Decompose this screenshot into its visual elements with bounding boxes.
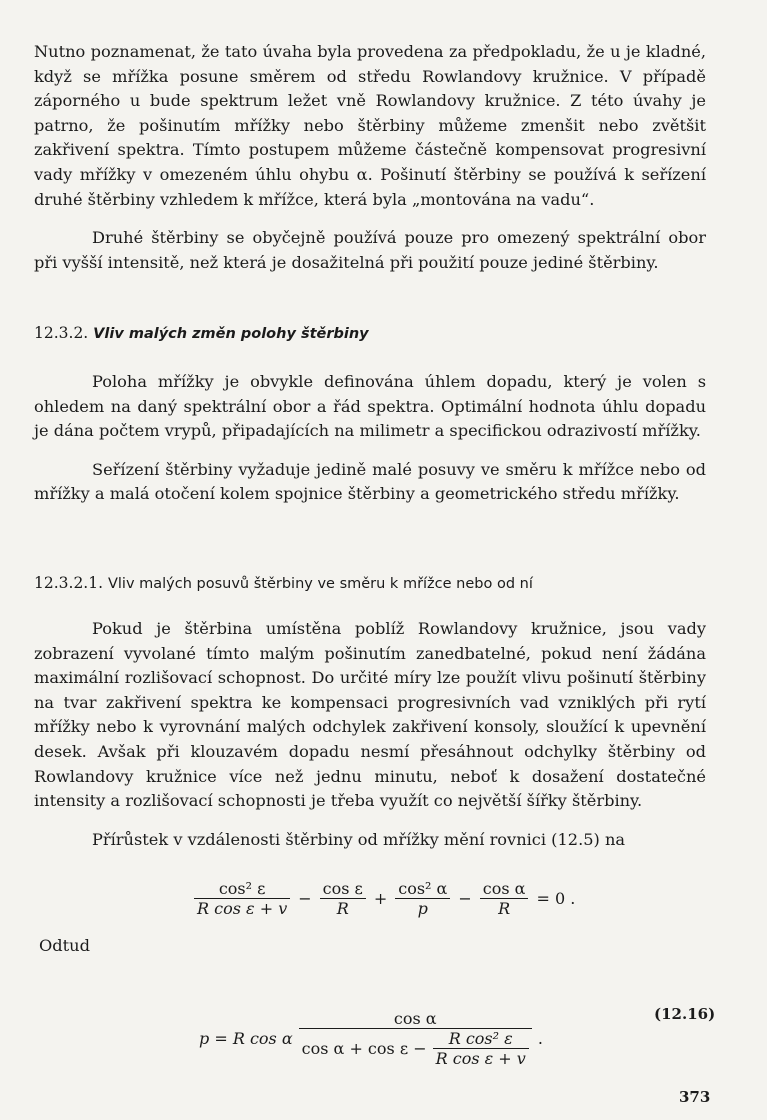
text-block-middle [34, 370, 706, 521]
eq1-term-4: $\frac{\text{cos α}}{R}$ [480, 879, 529, 918]
eq1-term-3: $\frac{\text{cos² α}}{p}$ [395, 879, 450, 918]
paragraph-5: Pokud je štěrbina umístěna poblíž Rowlandovy kružnice, jsou vady zobrazení vyvolané tímto malým pošinutím zanedbatelné, pokud není žádána maximální rozlišovací schopnost. Do určité míry lze použít vlivu pošinutí štěrbiny na tvar zakřivení spektra ke kompensaci progresivních vad vzniklých při rytí mřížky nebo k vyrovnání malých odchylek zakřivení konsoly, sloužící k upevnění desek. Avšak při klouzavém dopadu nesmí přesáhnout odchylky štěrbiny od Rowlandovy kružnice více než jednu minutu, neboť k dosažení dostatečné intensity a rozlišovací schopnosti je třeba využít co největší šířky štěrbiny. [34, 619, 706, 811]
equation-2 [199, 998, 619, 1078]
equation-1: $\frac{\text{cos² ε}}{\text{R cos ε + v}}$ − $\frac{\text{cos ε}}{R}$ + $\frac{\text{cos² α}}{p}$ − $\frac{\text{cos α}}{R}$ = 0 . [194, 868, 614, 928]
paragraph-1: Nutno poznamenat, že tato úvaha byla provedena za předpokladu, že u je kladné, když se mřížka posune směrem od středu Rowlandovy kružnice. V případě záporného u bude spektrum ležet vně Rowlandovy kružnice. Z této úvahy je patrno, že pošinutím mřížky nebo štěrbiny můžeme zmenšit nebo zvětšit zakřivení spektra. Tímto postupem můžeme částečně kompensovat progresivní vady mřížky v omezeném úhlu ohybu α. Pošinutí štěrbiny se používá k seřízení druhé štěrbiny vzhledem k mřížce, která byla „montována na vadu“. [34, 42, 706, 209]
subsection-heading-12-3-2-1 [34, 572, 533, 595]
paragraph-3: Poloha mřížky je obvykle definována úhlem dopadu, který je volen s ohledem na daný spektrální obor a řád spektra. Optimální hodnota úhlu dopadu je dána počtem vrypů, připadajících na milimetr a specifickou odrazivostí mřížky. [34, 372, 706, 441]
section-title: Vliv malých změn polohy štěrbiny [93, 326, 369, 342]
section-heading-12-3-2 [34, 322, 369, 345]
odtud-label: Odtud [39, 936, 90, 955]
page-number: 373 [679, 1088, 711, 1106]
eq2-lhs: p = R cos α [199, 1028, 293, 1048]
paragraph-2: Druhé štěrbiny se obyčejně používá pouze pro omezený spektrální obor při vyšší intensitě, než která je dosažitelná při použití pouze jediné štěrbiny. [34, 228, 706, 272]
subsection-title: Vliv malých posuvů štěrbiny ve směru k mřížce nebo od ní [107, 576, 533, 592]
text-block-bottom [34, 617, 706, 866]
subsection-number: 12.3.2.1. [34, 574, 104, 592]
eq2-tail: . [537, 1028, 543, 1048]
eq1-term-1: $\frac{\text{cos² ε}}{\text{R cos ε + v}}$ [194, 879, 290, 918]
eq2-main-fraction: cos α cos α + cos ε − $\frac{\text{R cos² ε}}{\text{R cos ε + v}}$ [299, 1009, 532, 1068]
paragraph-6: Přírůstek v vzdálenosti štěrbiny od mřížky mění rovnici (12.5) na [92, 829, 626, 849]
equation-number: (12.16) [654, 1005, 716, 1023]
eq1-term-2: $\frac{\text{cos ε}}{R}$ [320, 879, 366, 918]
eq2-denominator: cos α + cos ε − $\frac{\text{R cos² ε}}{\text{R cos ε + v}}$ [299, 1029, 532, 1068]
text-block-top [34, 40, 706, 289]
paragraph-4: Seřízení štěrbiny vyžaduje jedině malé posuvy ve směru k mřížce nebo od mřížky a malá otočení kolem spojnice štěrbiny a geometrického středu mřížky. [34, 459, 706, 504]
section-number: 12.3.2. [34, 324, 89, 342]
eq2-inner-fraction: $\frac{\text{R cos² ε}}{\text{R cos ε + v}}$ [433, 1029, 529, 1068]
